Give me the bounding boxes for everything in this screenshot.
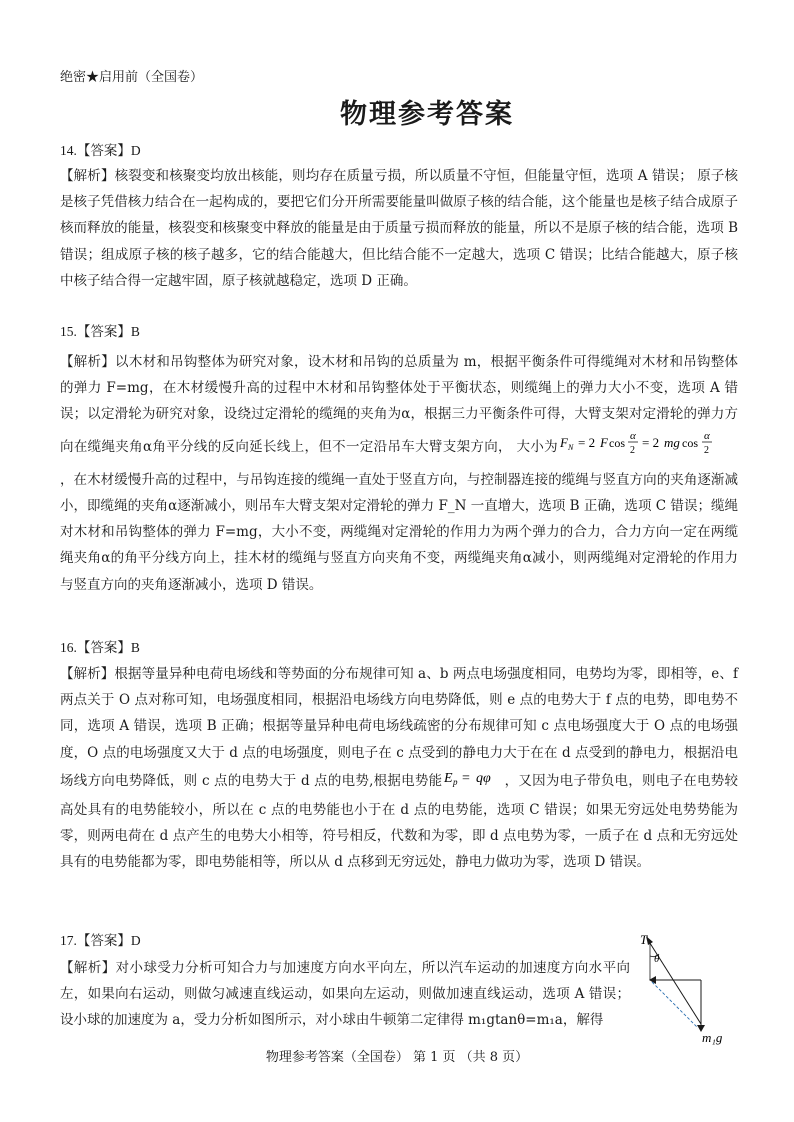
force-diagram: [632, 928, 732, 1046]
theta-label: θ: [654, 953, 660, 965]
svg-text:= 2: = 2: [642, 434, 660, 450]
svg-text:E: E: [444, 770, 453, 786]
svg-text:=: =: [462, 770, 471, 786]
svg-text:= 2: = 2: [578, 434, 596, 450]
q15-answer: 15.【答案】B: [60, 324, 140, 339]
svg-text:cos: cos: [682, 435, 698, 450]
gravity-label: m₁g: [702, 1030, 723, 1045]
svg-text:F: F: [600, 434, 608, 450]
page-footer: 物理参考答案（全国卷） 第 1 页 （共 8 页）: [265, 1050, 529, 1065]
svg-text:F: F: [560, 434, 568, 450]
q14-answer: 14.【答案】D: [60, 143, 141, 158]
svg-text:mg: mg: [664, 434, 680, 450]
q16-analysis-part2: ，又因为电子带负电，则电子在电势较高处具有的电势能较小，所以在 c 点的电势能也小于在 d 点的电势能，选项 C 错误；如果无穷远处电势势能为零，则两电荷在 d 点产生的电势大小相等，符号相反，代数和为零，即 d 点电势为零，一质子在 d 点和无穷远处具有的电势能都为零，即电势能相等，所以从 d 点移到无穷远处，静电力做功为零，选项 D 错误。: [60, 772, 738, 871]
q16-analysis: [60, 661, 738, 876]
svg-text:p: p: [453, 776, 458, 787]
svg-text:qφ: qφ: [476, 770, 492, 786]
q15-analysis-part1: 【解析】以木材和吊钩整体为研究对象，设木材和吊钩的总质量为 m，根据平衡条件可得缆绳对木材和吊钩整体的弹力 F=mg，在木材缓慢升高的过程中木材和吊钩整体处于平衡状态，则缆绳上的弹力大小不变，选项 A 错误；以定滑轮为研究对象，设绕过定滑轮的缆绳的夹角为α，根据三力平衡条件可得，大臂支架对定滑轮的弹力方向在缆绳夹角α角平分线的反向延长线上，但不一定沿吊车大臂支架方向， 大小为: [60, 354, 738, 455]
q17-answer: 17.【答案】D: [60, 933, 141, 948]
dashed-helper: [652, 982, 698, 1028]
secret-label: 绝密★启用前（全国卷）: [60, 70, 204, 85]
q14-analysis-text: 【解析】核裂变和核聚变均放出核能，则均存在质量亏损，所以质量不守恒，但能量守恒，选项 A 错误； 原子核是核子凭借核力结合在一起构成的，要把它们分开所需要能量叫做原子核的结合能，这个能量也是核子结合成原子核而释放的能量，核裂变和核聚变中释放的能量是由于质量亏损而释放的能量，所以不是原子核的结合能，选项 B 错误；组成原子核的核子越多，它的结合能越大，但比结合能不一定越大，选项 C 错误；比结合能越大，原子核中核子结合得一定越牢固，原子核就越稳定，选项 D 正确。: [60, 168, 738, 289]
q15-analysis: [60, 349, 738, 598]
svg-text:α: α: [704, 429, 710, 442]
q16-analysis-part1: 【解析】根据等量异种电荷电场线和等势面的分布规律可知 a、b 两点电场强度相同，电势均为零，即相等，e、f 两点关于 O 点对称可知，电场强度相同，根据沿电场线方向电势降低，则 e 点的电势大于 f 点的电势，即电势不同，选项 A 错误，选项 B 正确；根据等量异种电荷电场线疏密的分布规律可知 c 点电场强度大于 O 点的电场强度，O 点的电场强度又大于 d 点的电场强度，则电子在 c 点受到的静电力大于在在 d 点受到的静电力，根据沿电场线方向电势降低，则 c 点的电势大于 d 点的电势,根据电势能: [60, 666, 738, 789]
q17-analysis-text: 【解析】对小球受力分析可知合力与加速度方向水平向左，所以汽车运动的加速度方向水平向左，如果向右运动，则做匀减速直线运动，如果向左运动，则做加速直线运动，选项 A 错误；设小球的加速度为 a，受力分析如图所示，对小球由牛顿第二定律得 m₁gtanθ=m₁a，解得: [60, 960, 630, 1029]
q15-analysis-part2: ，在木材缓慢升高的过程中，与吊钩连接的缆绳一直处于竖直方向，与控制器连接的缆绳与竖直方向的夹角逐渐减小，即缆绳的夹角α逐渐减小，则吊车大臂支架对定滑轮的弹力 F_N 一直增大，选项 B 正确，选项 C 错误；缆绳对木材和吊钩整体的弹力 F=mg，大小不变，两缆绳对定滑轮的作用力为两个弹力的合力，合力方向一定在两缆绳夹角α的角平分线方向上，挂木材的缆绳与竖直方向夹角不变，两缆绳夹角α减小，则两缆绳对定滑轮的作用力与竖直方向的夹角逐渐减小，选项 D 错误。: [60, 471, 738, 593]
q14-analysis: [60, 163, 738, 294]
svg-text:2: 2: [630, 444, 635, 456]
svg-text:N: N: [568, 442, 574, 452]
tension-label: T: [640, 932, 648, 947]
page-title: 物理参考答案: [340, 99, 514, 130]
q15-formula: [558, 428, 738, 467]
q17-analysis: [60, 955, 630, 1034]
q16-formula: [442, 766, 504, 797]
svg-text:cos: cos: [609, 435, 625, 450]
q16-answer: 16.【答案】B: [60, 640, 140, 655]
svg-text:α: α: [630, 429, 636, 442]
svg-text:2: 2: [704, 444, 709, 456]
